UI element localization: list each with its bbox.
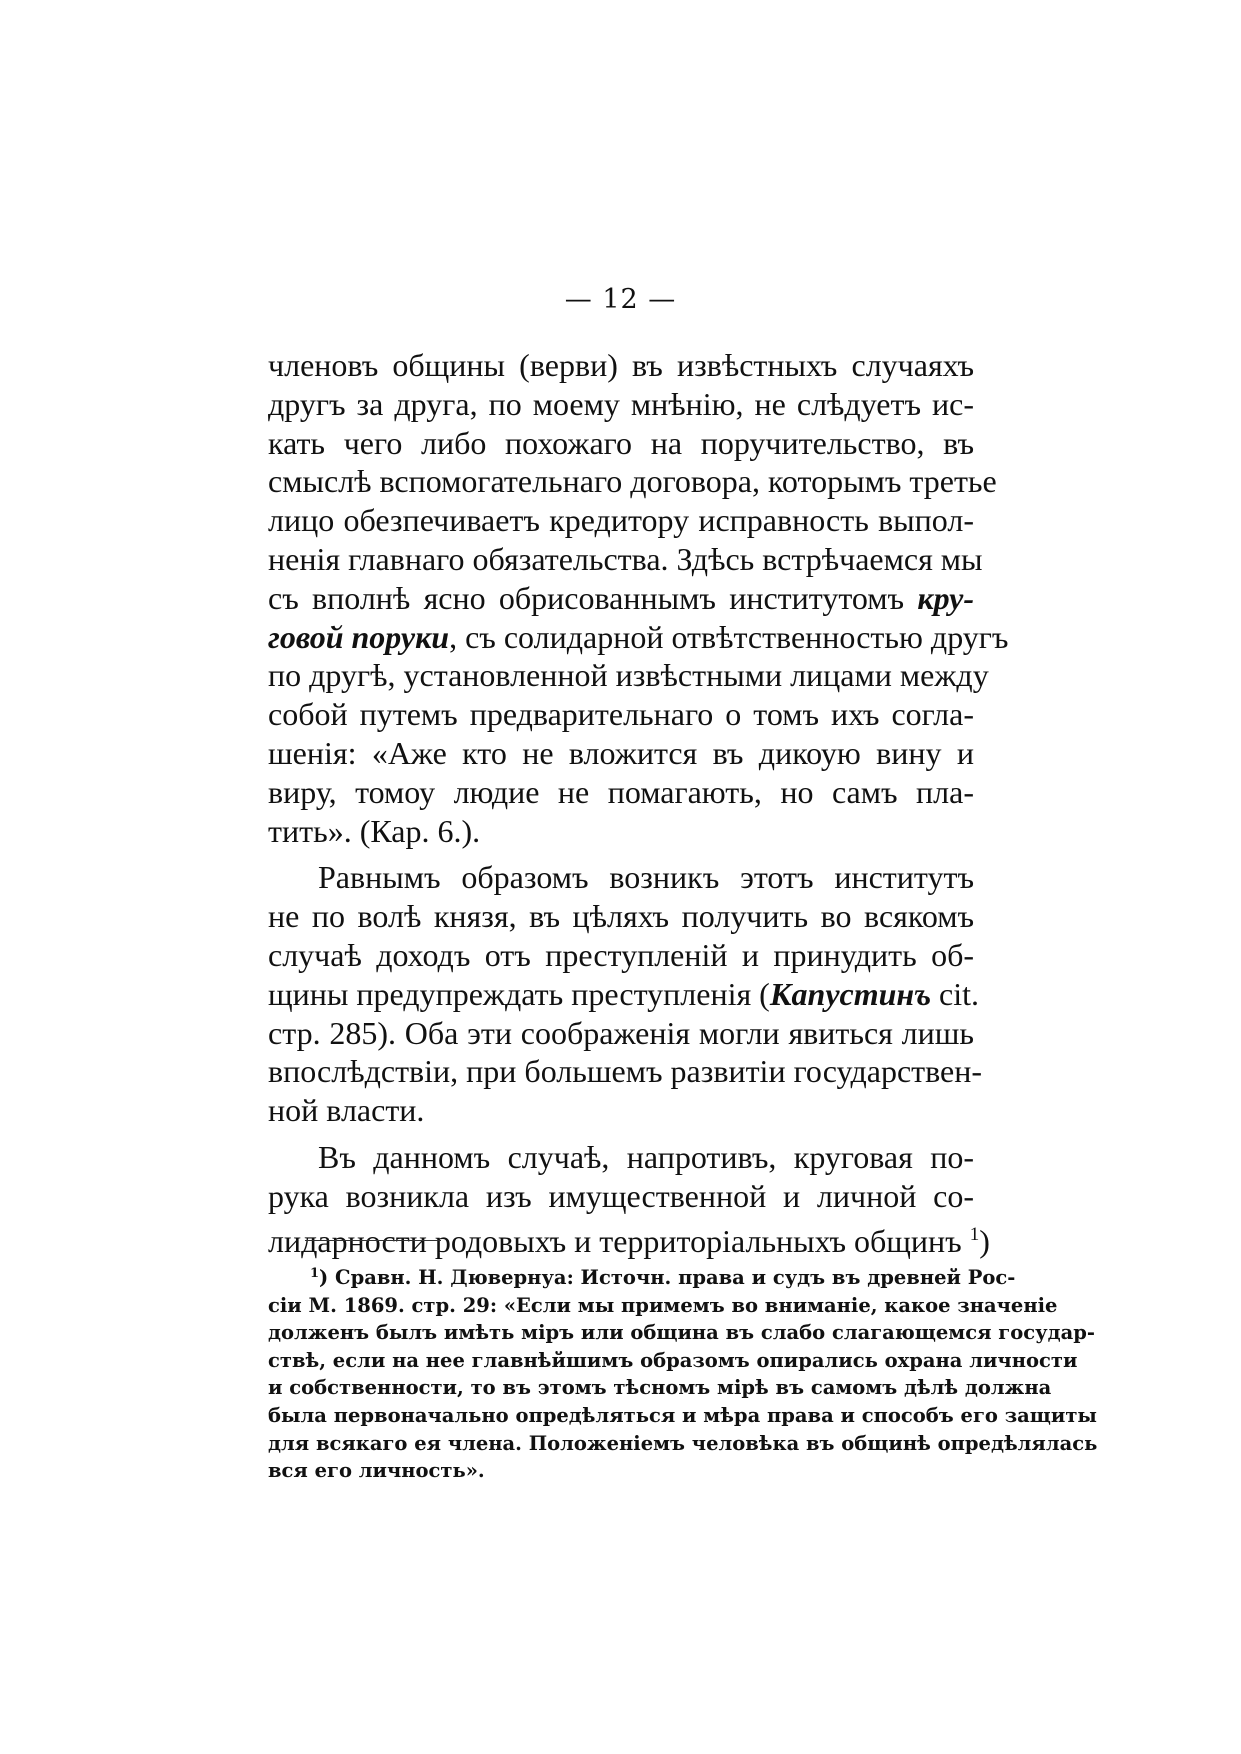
footnote-marker: 1 [310,1266,320,1281]
emphasis-krugovaya: кру- [917,579,974,616]
text-line: членовъ общины (верви) въ извѣстныхъ случаяхъ [268,347,974,383]
text-line: тить». (Кар. 6.). [268,812,481,849]
text-line: стр. 285). Оба эти соображенія могли явиться лишь [268,1014,974,1051]
emphasis-kapustin: Капустинъ [769,975,932,1012]
main-text [268,346,1009,1260]
page-number: — 12 — [564,284,677,315]
footnote-line [268,1260,1016,1292]
text-line [268,618,1009,657]
paragraph-3 [268,1138,990,1260]
text-line: по другѣ, установленной извѣстными лицами между [268,657,989,694]
footnote-reference[interactable]: 1 [969,1223,980,1245]
text-run: , съ солидарной отвѣтственностью другъ [449,618,1009,655]
text-line [268,975,980,1014]
text-line: кать чего либо похожаго на поручительство, въ [268,424,974,461]
text-run: щины предупреждать преступленія ( [268,975,770,1012]
text-line [268,1216,990,1261]
text-line: рука возникла изъ имущественной и личной со- [268,1177,974,1214]
text-run: лидарности родовыхъ и территоріальныхъ общинъ [268,1222,970,1259]
text-line: другъ за друга, по моему мнѣнію, не слѣдуетъ ис- [268,385,974,422]
text-line: шенія: «Аже кто не вложится въ дикоую вину и [268,734,974,771]
emphasis-poruka: говой поруки [268,618,450,655]
footnote-line: долженъ былъ имѣть міръ или община въ слабо слагающемся государ- [268,1321,1095,1345]
text-line: смыслѣ вспомогательнаго договора, которымъ третье [268,463,997,500]
paragraph-2 [268,858,983,1130]
text-line [268,579,974,618]
text-line: ной власти. [268,1092,425,1129]
footnote-line: для всякаго ея члена. Положеніемъ человѣка въ общинѣ опредѣлялась [268,1431,1098,1455]
text-line: лицо обезпечиваетъ кредитору исправность выпол- [268,502,974,539]
text-line: впослѣдствіи, при большемъ развитіи государствен- [268,1053,983,1090]
text-line: собой путемъ предварительнаго о томъ ихъ согла- [268,696,974,733]
footnote-divider [305,1240,441,1241]
text-run: ) Сравн. Н. Дювернуа: Источн. права и судъ въ древней Рос- [319,1266,1016,1289]
text-line: случаѣ доходъ отъ преступленій и принудить об- [268,936,974,973]
text-line: не по волѣ князя, въ цѣляхъ получить во всякомъ [268,898,974,935]
text-run: съ вполнѣ ясно обрисованнымъ институтомъ [268,579,918,616]
text-line: Въ данномъ случаѣ, напротивъ, круговая по- [318,1138,974,1175]
footnote-line: вся его личность». [268,1459,485,1483]
footnote-line: ствѣ, если на нее главнѣйшимъ образомъ опирались охрана личности [268,1348,1078,1372]
text-run: ) [979,1222,990,1259]
footnote-line: сіи М. 1869. стр. 29: «Если мы примемъ во вниманіе, какое значеніе [268,1293,1058,1317]
footnote-line: была первоначально опредѣляться и мѣра права и способъ его защиты [268,1403,1097,1427]
footnote-1 [268,1260,1098,1485]
paragraph-1 [268,346,1009,850]
text-run: cit. [931,975,980,1012]
footnote-line: и собственности, то въ этомъ тѣсномъ мірѣ въ самомъ дѣлѣ должна [268,1376,1052,1400]
text-line: Равнымъ образомъ возникъ этотъ институтъ [318,859,974,896]
text-line: виру, томоу людие не помагають, но самъ пла- [268,773,974,810]
text-line: ненія главнаго обязательства. Здѣсь встрѣчаемся мы [268,540,983,577]
